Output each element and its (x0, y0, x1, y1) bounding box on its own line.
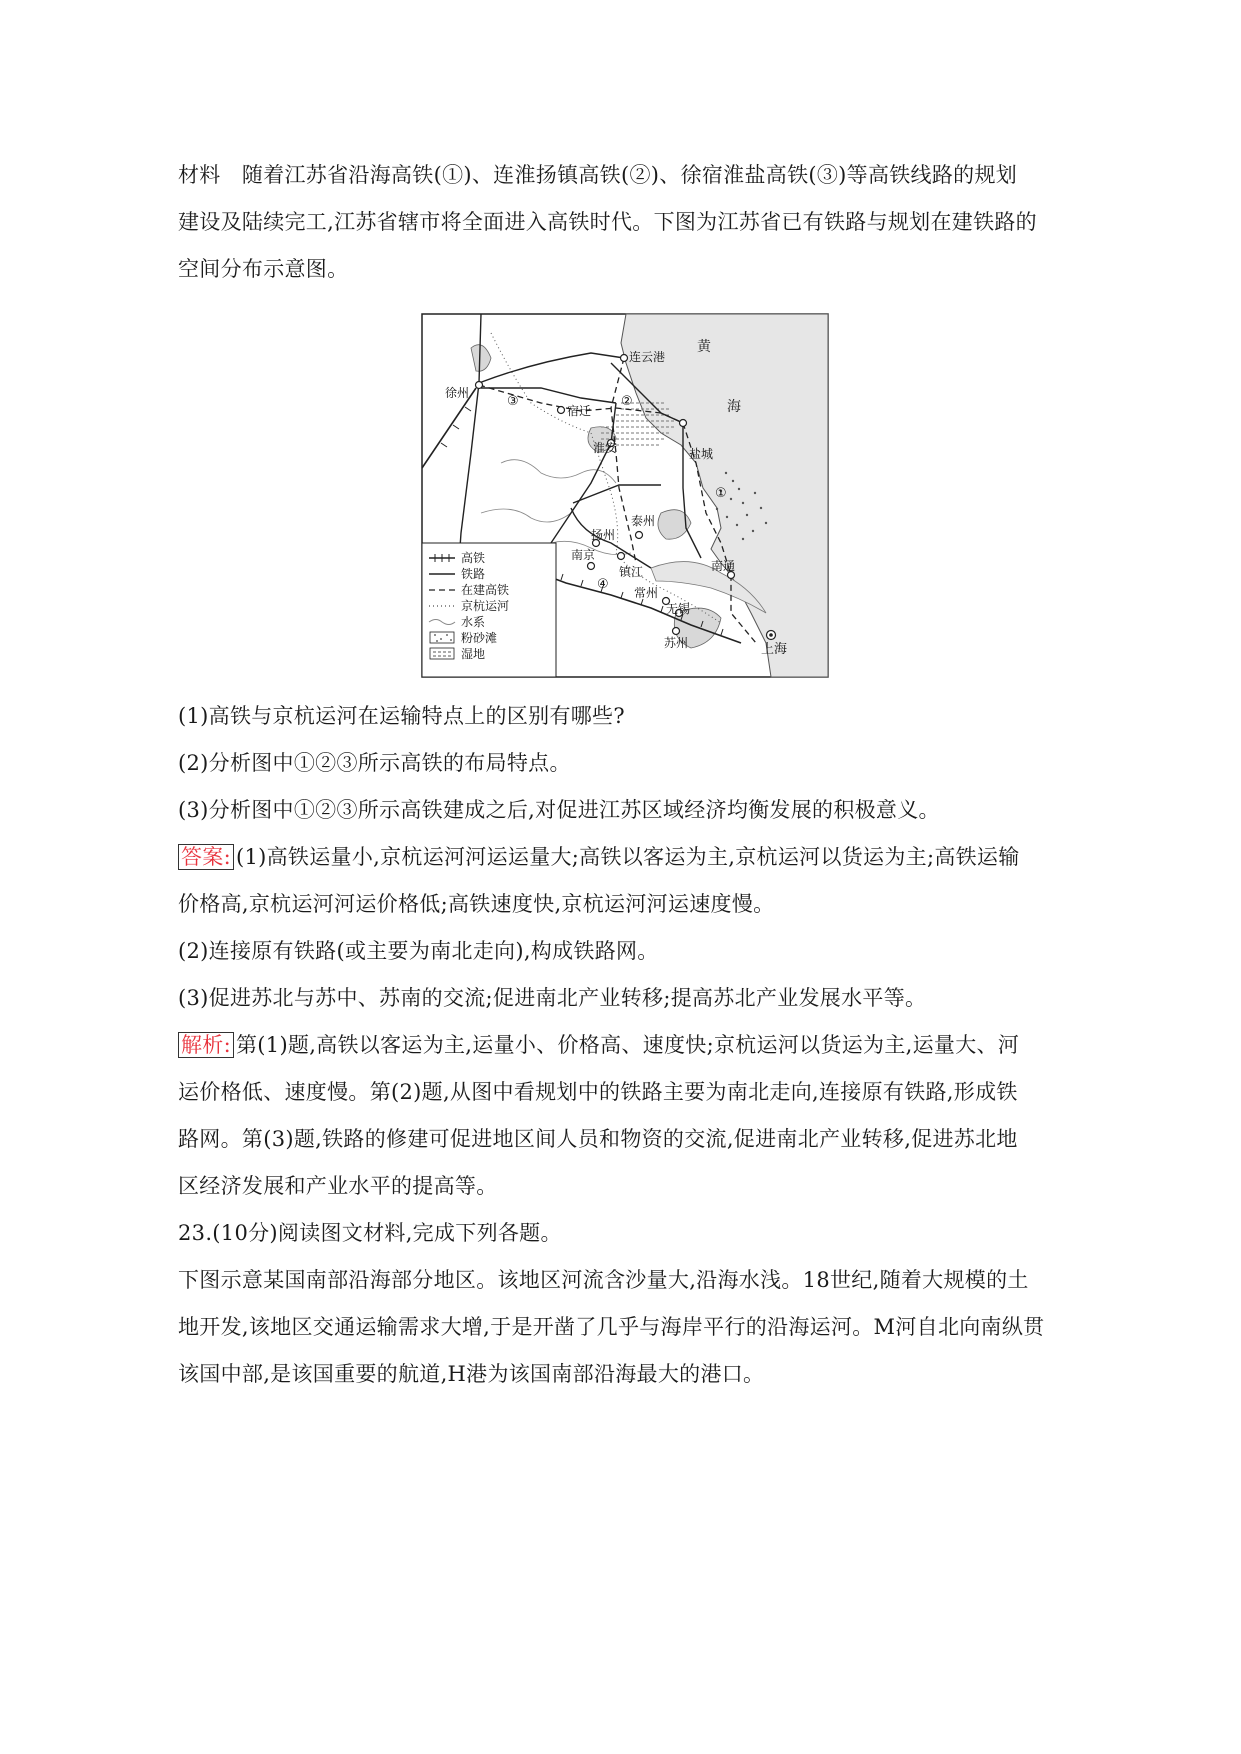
analysis-line-2: 运价格低、速度慢。第(2)题,从图中看规划中的铁路主要为南北走向,连接原有铁路,形成铁 (178, 1080, 1018, 1104)
analysis-line-1 (178, 1030, 1078, 1060)
analysis-line-4: 区经济发展和产业水平的提高等。 (178, 1174, 498, 1198)
material-text-line-1: 材料 随着江苏省沿海高铁(①)、连淮扬镇高铁(②)、徐宿淮盐高铁(③)等高铁线路的规划 (178, 163, 1018, 187)
city-label-huaian: 淮安 (593, 441, 618, 455)
material-text-line-3: 空间分布示意图。 (178, 257, 349, 281)
city-label-nantong: 南通 (711, 559, 736, 573)
question-23-text-1: 下图示意某国南部沿海部分地区。该地区河流含沙量大,沿海水浅。18世纪,随着大规模的土 (178, 1268, 1029, 1292)
city-label-wuxi: 无锡 (666, 602, 691, 616)
analysis-line-3: 路网。第(3)题,铁路的修建可促进地区间人员和物资的交流,促进南北产业转移,促进苏北地 (178, 1127, 1018, 1151)
route-mark-1: ① (715, 486, 727, 501)
route-mark-3: ③ (507, 394, 519, 409)
city-label-suzhou: 苏州 (664, 636, 689, 650)
answer-line-2: 价格高,京杭运河河运价格低;高铁速度快,京杭运河河运速度慢。 (178, 892, 775, 916)
question-23-text-2: 地开发,该地区交通运输需求大增,于是开凿了几乎与海岸平行的沿海运河。M河自北向南纵贯 (178, 1315, 1045, 1339)
city-label-xuzhou: 徐州 (445, 386, 470, 400)
analysis-text-1: 第(1)题,高铁以客运为主,运量小、价格高、速度快;京杭运河以货运为主,运量大、河 (235, 1033, 1020, 1057)
answer-line-4: (3)促进苏北与苏中、苏南的交流;促进南北产业转移;提高苏北产业发展水平等。 (178, 986, 927, 1010)
analysis-label: 解析: (178, 1032, 234, 1058)
question-23-heading: 23.(10分)阅读图文材料,完成下列各题。 (178, 1221, 562, 1245)
question-2: (2)分析图中①②③所示高铁的布局特点。 (178, 751, 571, 775)
material-text-line-2: 建设及陆续完工,江苏省辖市将全面进入高铁时代。下图为江苏省已有铁路与规划在建铁路的 (178, 210, 1037, 234)
route-mark-4: ④ (597, 577, 609, 592)
legend-label-fenshatan: 粉砂滩 (461, 631, 498, 645)
legend-label-zaijian: 在建高铁 (461, 583, 510, 597)
legend-label-shuixi: 水系 (461, 615, 486, 629)
city-label-zhenjiang: 镇江 (619, 565, 644, 579)
legend-label-shidi: 湿地 (461, 647, 486, 661)
answer-line-3: (2)连接原有铁路(或主要为南北走向),构成铁路网。 (178, 939, 659, 963)
legend-label-tielu: 铁路 (461, 567, 486, 581)
answer-text-1: (1)高铁运量小,京杭运河河运运量大;高铁以客运为主,京杭运河以货运为主;高铁运输 (235, 845, 1020, 869)
city-label-yancheng: 盐城 (689, 447, 714, 461)
city-label-changzhou: 常州 (634, 586, 659, 600)
route-mark-2: ② (621, 394, 633, 409)
legend-label-yunhe: 京杭运河 (461, 599, 510, 613)
sea-label-huang: 黄 (697, 339, 711, 355)
question-1: (1)高铁与京杭运河在运输特点上的区别有哪些? (178, 704, 625, 728)
city-label-yangzhou: 扬州 (591, 528, 616, 542)
jiangsu-railway-map (421, 313, 829, 678)
city-label-suqian: 宿迁 (567, 404, 592, 418)
city-label-taizhou: 泰州 (631, 514, 656, 528)
answer-label: 答案: (178, 844, 234, 870)
city-label-lianyungang: 连云港 (629, 350, 666, 364)
city-label-shanghai: 上海 (761, 642, 788, 657)
sea-label-hai: 海 (727, 399, 741, 415)
legend-label-gaotie: 高铁 (461, 551, 486, 565)
answer-line-1 (178, 842, 1078, 872)
question-23-text-3: 该国中部,是该国重要的航道,H港为该国南部沿海最大的港口。 (178, 1362, 765, 1386)
city-label-nanjing: 南京 (571, 548, 596, 562)
question-3: (3)分析图中①②③所示高铁建成之后,对促进江苏区域经济均衡发展的积极意义。 (178, 798, 940, 822)
